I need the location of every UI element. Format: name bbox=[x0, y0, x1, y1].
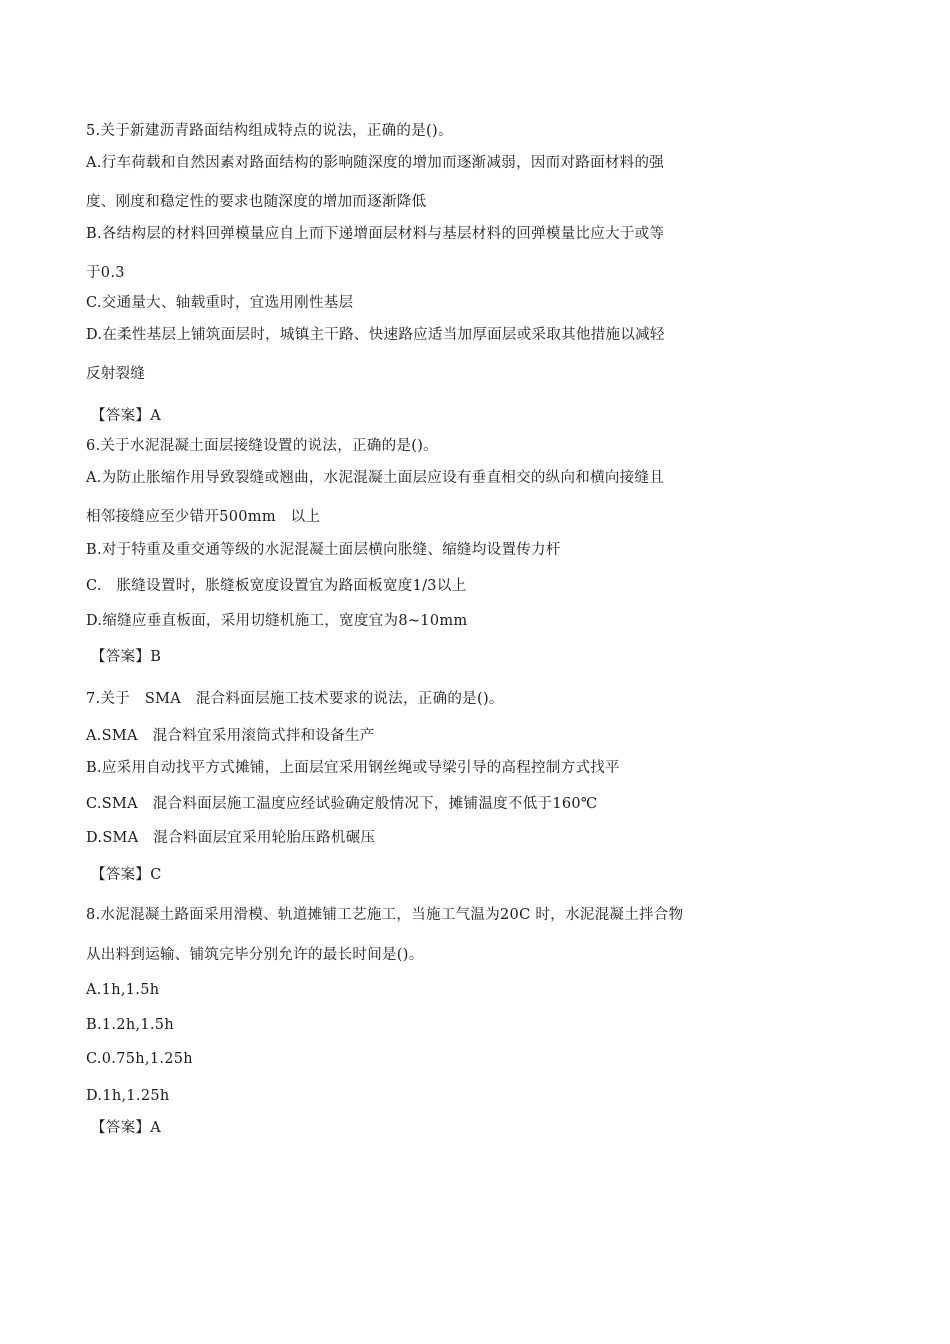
question-6-option-a-line-2: 相邻接缝应至少错开500mm 以上 bbox=[86, 509, 321, 525]
question-8-answer: 【答案】A bbox=[91, 1120, 161, 1136]
question-8-option-a: A.1h,1.5h bbox=[86, 982, 160, 998]
question-5-option-a-line-2: 度、刚度和稳定性的要求也随深度的增加而逐渐降低 bbox=[86, 194, 427, 210]
question-7-option-a: A.SMA 混合料宜采用滚筒式拌和设备生产 bbox=[86, 728, 375, 744]
question-6-answer: 【答案】B bbox=[91, 649, 162, 665]
question-7-option-c: C.SMA 混合料面层施工温度应经试验确定般情况下，摊铺温度不低于160℃ bbox=[86, 796, 598, 812]
question-5-option-d-line-2: 反射裂缝 bbox=[86, 366, 146, 382]
question-5-option-d-line-1: D.在柔性基层上铺筑面层时，城镇主干路、快速路应适当加厚面层或采取其他措施以减轻 bbox=[86, 327, 665, 343]
question-8-stem-line-1: 8.水泥混凝土路面采用滑模、轨道摊铺工艺施工，当施工气温为20C 时，水泥混凝土拌合物 bbox=[86, 907, 684, 923]
question-7-option-b: B.应采用自动找平方式摊铺，上面层宜采用钢丝绳或导梁引导的高程控制方式找平 bbox=[86, 760, 620, 776]
question-5-option-a-line-1: A.行车荷载和自然因素对路面结构的影响随深度的增加而逐渐减弱，因而对路面材料的强 bbox=[86, 155, 665, 171]
question-6-option-d: D.缩缝应垂直板面，采用切缝机施工，宽度宜为8~10mm bbox=[86, 613, 468, 629]
question-5-option-c: C.交通量大、轴载重时，宜选用刚性基层 bbox=[86, 295, 354, 311]
question-6-stem: 6.关于水泥混凝土面层接缝设置的说法，正确的是()。 bbox=[86, 438, 438, 454]
question-6-option-a-line-1: A.为防止胀缩作用导致裂缝或翘曲，水泥混凝土面层应设有垂直相交的纵向和横向接缝且 bbox=[86, 470, 665, 486]
question-5-stem: 5.关于新建沥青路面结构组成特点的说法，正确的是()。 bbox=[86, 123, 453, 139]
question-5-option-b-line-1: B.各结构层的材料回弹模量应自上而下递增面层材料与基层材料的回弹模量比应大于或等 bbox=[86, 226, 665, 242]
question-6-option-c: C. 胀缝设置时，胀缝板宽度设置宜为路面板宽度1/3以上 bbox=[86, 578, 467, 594]
question-7-answer: 【答案】C bbox=[91, 867, 162, 883]
question-8-stem-line-2: 从出料到运输、铺筑完毕分别允许的最长时间是()。 bbox=[86, 947, 424, 963]
question-5-option-b-line-2: 于0.3 bbox=[86, 265, 125, 281]
question-7-option-d: D.SMA 混合料面层宜采用轮胎压路机碾压 bbox=[86, 830, 376, 846]
question-8-option-b: B.1.2h,1.5h bbox=[86, 1017, 174, 1033]
question-6-option-b: B.对于特重及重交通等级的水泥混凝土面层横向胀缝、缩缝均设置传力杆 bbox=[86, 542, 561, 558]
question-8-option-c: C.0.75h,1.25h bbox=[86, 1051, 193, 1067]
question-5-answer: 【答案】A bbox=[91, 408, 161, 424]
question-7-stem: 7.关于 SMA 混合料面层施工技术要求的说法，正确的是()。 bbox=[86, 691, 504, 707]
question-8-option-d: D.1h,1.25h bbox=[86, 1088, 170, 1104]
